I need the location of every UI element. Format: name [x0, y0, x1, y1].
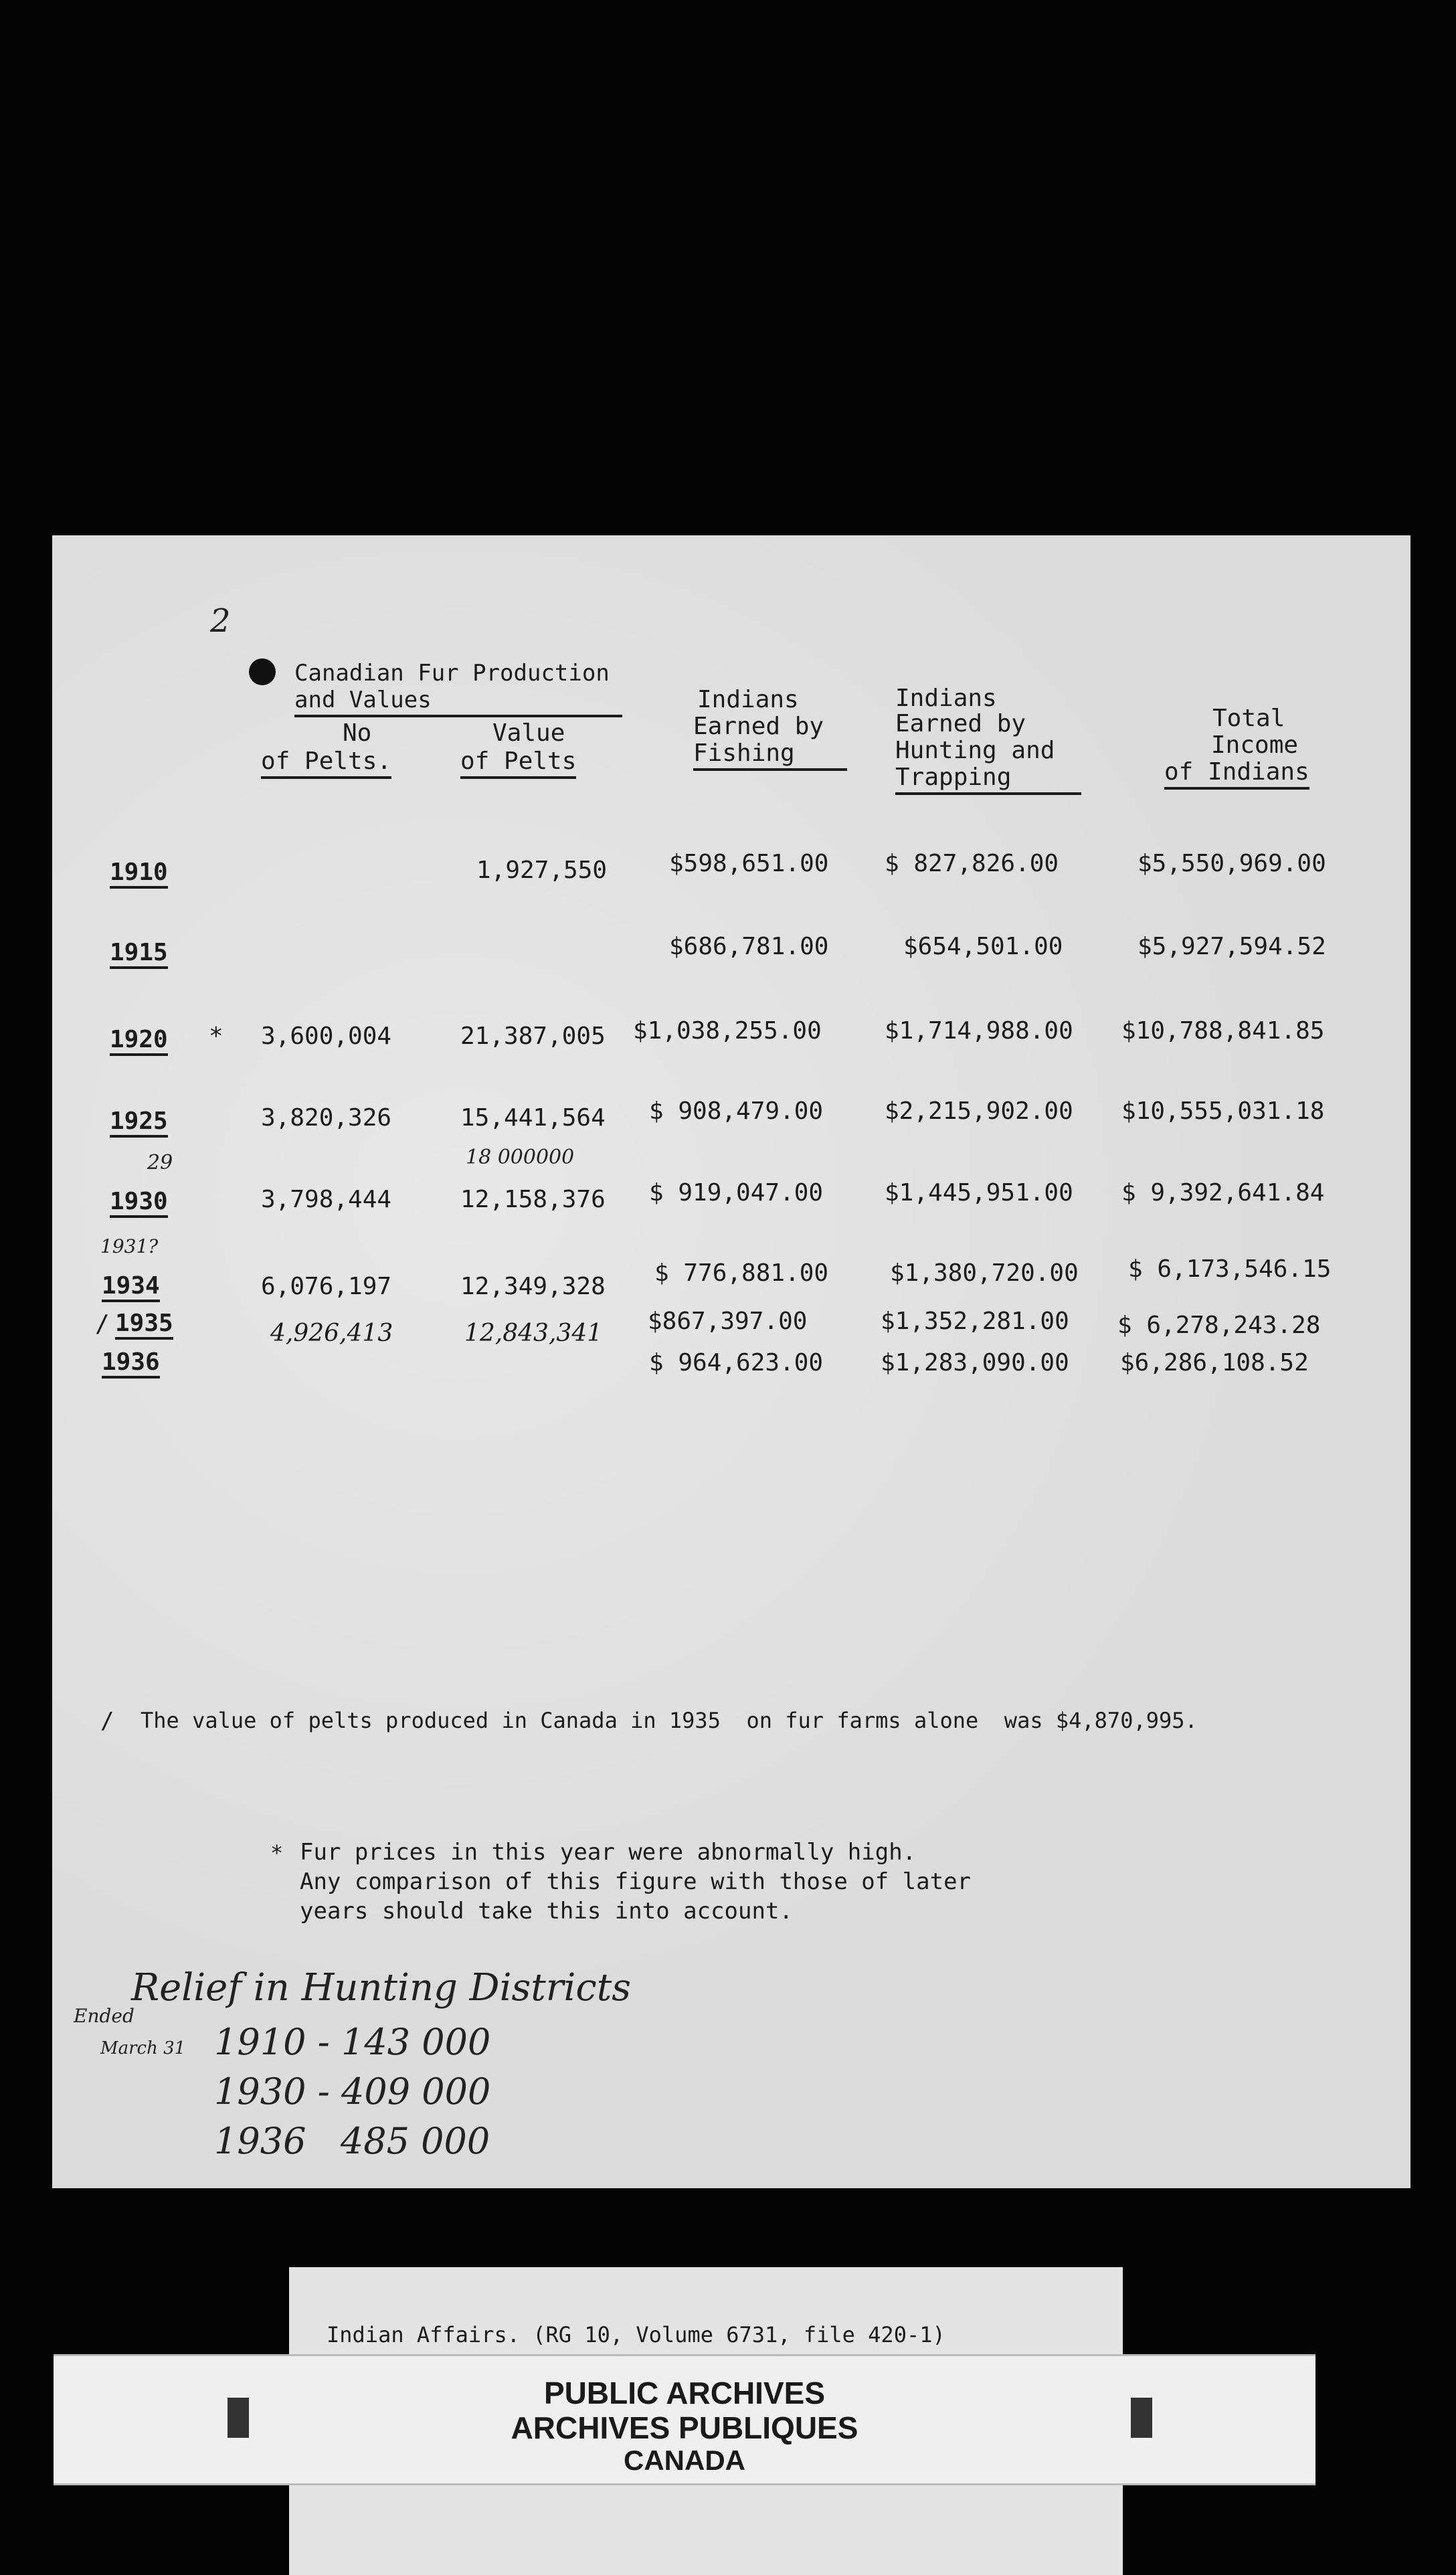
fur-title-line1: Canadian Fur Production	[294, 660, 610, 687]
row-mark: *	[209, 1023, 223, 1050]
row-value: 15,441,564	[460, 1104, 606, 1132]
relief-march31: March 31	[100, 2038, 186, 2058]
col-total-line3: of Indians	[1164, 758, 1309, 790]
row-value: 12,158,376	[460, 1186, 606, 1213]
row-value: 12,843,341	[464, 1320, 603, 1347]
footnote-star-line2: Any comparison of this figure with those of later	[300, 1868, 972, 1895]
col-value-line1: Value	[492, 719, 565, 747]
col-total-line2: Income	[1211, 731, 1299, 759]
row-value: 12,349,328	[460, 1273, 606, 1300]
row-total: $10,788,841.85	[1121, 1017, 1325, 1045]
row-fishing: $ 919,047.00	[649, 1179, 824, 1207]
col-fishing-line2: Earned by	[693, 713, 824, 740]
handwritten-note-1931: 1931?	[100, 1235, 159, 1257]
footnote-star-line3: years should take this into account.	[300, 1898, 793, 1925]
row-hunting: $1,380,720.00	[890, 1259, 1079, 1287]
row-value: 1,927,550	[476, 857, 608, 884]
footnote-slash-mark: /	[100, 1708, 114, 1735]
row-fishing: $598,651.00	[669, 850, 829, 877]
col-fishing-line3: Fishing	[693, 739, 847, 771]
col-fishing-line1: Indians	[697, 686, 799, 713]
row-total: $ 9,392,641.84	[1121, 1179, 1325, 1207]
handwritten-note-29: 29	[147, 1151, 173, 1174]
row-total: $ 6,173,546.15	[1128, 1255, 1332, 1283]
row-year: 1930	[110, 1188, 168, 1218]
row-hunting: $1,445,951.00	[885, 1179, 1073, 1207]
relief-line3: 1936 485 000	[214, 2120, 490, 2162]
fur-title-bullet	[249, 658, 276, 685]
row-total: $5,927,594.52	[1138, 933, 1326, 960]
relief-ended: Ended	[74, 2005, 134, 2027]
row-hunting: $1,352,281.00	[881, 1308, 1069, 1335]
row-fishing: $686,781.00	[669, 933, 829, 960]
archive-reference: Indian Affairs. (RG 10, Volume 6731, file 420-1)	[327, 2322, 945, 2347]
row-fishing: $1,038,255.00	[633, 1017, 822, 1045]
row-fishing: $867,397.00	[648, 1308, 808, 1335]
row-hunting: $1,714,988.00	[885, 1017, 1073, 1045]
row-hunting: $2,215,902.00	[885, 1097, 1073, 1125]
row-pelts: 3,798,444	[261, 1186, 392, 1213]
handwritten-note-18m: 18 000000	[466, 1146, 575, 1169]
col-total-line1: Total	[1212, 705, 1285, 732]
relief-line2: 1930 - 409 000	[214, 2070, 491, 2113]
row-year: 1936	[102, 1349, 160, 1379]
stamp-line3: CANADA	[624, 2445, 745, 2476]
row-year: 1934	[102, 1273, 160, 1302]
row-fishing: $ 908,479.00	[649, 1097, 824, 1125]
row-hunting: $ 827,826.00	[885, 850, 1059, 877]
row-total: $10,555,031.18	[1121, 1097, 1325, 1125]
row-year: 1915	[110, 940, 168, 969]
stamp-line2: ARCHIVES PUBLIQUES	[511, 2410, 858, 2445]
row-pelts: 3,600,004	[261, 1023, 392, 1050]
col-hunting-line3: Hunting and	[895, 737, 1055, 764]
row-total: $6,286,108.52	[1120, 1349, 1309, 1377]
footnote-star-mark: *	[270, 1840, 284, 1866]
relief-title: Relief in Hunting Districts	[131, 1966, 632, 2010]
stamp-line1: PUBLIC ARCHIVES	[544, 2376, 825, 2410]
row-year: 1920	[110, 1027, 168, 1056]
row-total: $ 6,278,243.28	[1117, 1312, 1321, 1339]
row-year: 1925	[110, 1108, 168, 1138]
row-pelts: 3,820,326	[261, 1104, 392, 1132]
col-hunting-line4: Trapping	[895, 763, 1081, 795]
col-no-line1: No	[343, 719, 372, 747]
row-hunting: $1,283,090.00	[881, 1349, 1069, 1377]
fur-title-line2: and Values	[294, 685, 622, 717]
row-total: $5,550,969.00	[1138, 850, 1326, 877]
row-fishing: $ 776,881.00	[654, 1259, 829, 1287]
col-no-line2: of Pelts.	[261, 747, 391, 779]
relief-line1: 1910 - 143 000	[214, 2021, 491, 2063]
col-hunting-line2: Earned by	[895, 710, 1026, 737]
row-pelts: 4,926,413	[270, 1320, 393, 1347]
row-year: 1935	[115, 1310, 173, 1340]
row-year: 1910	[110, 859, 168, 889]
handwritten-margin-number: 2	[210, 602, 231, 640]
row-mark: /	[95, 1310, 110, 1338]
footnote-slash-text: The value of pelts produced in Canada in 1935 on fur farms alone was $4,870,995.	[141, 1708, 1198, 1733]
footnote-star-line1: Fur prices in this year were abnormally high.	[300, 1839, 917, 1866]
row-pelts: 6,076,197	[261, 1273, 392, 1300]
row-fishing: $ 964,623.00	[649, 1349, 824, 1377]
row-value: 21,387,005	[460, 1023, 606, 1050]
archive-stamp	[54, 2354, 1315, 2485]
col-value-line2: of Pelts	[460, 747, 576, 779]
col-hunting-line1: Indians	[895, 685, 997, 712]
row-hunting: $654,501.00	[903, 933, 1063, 960]
